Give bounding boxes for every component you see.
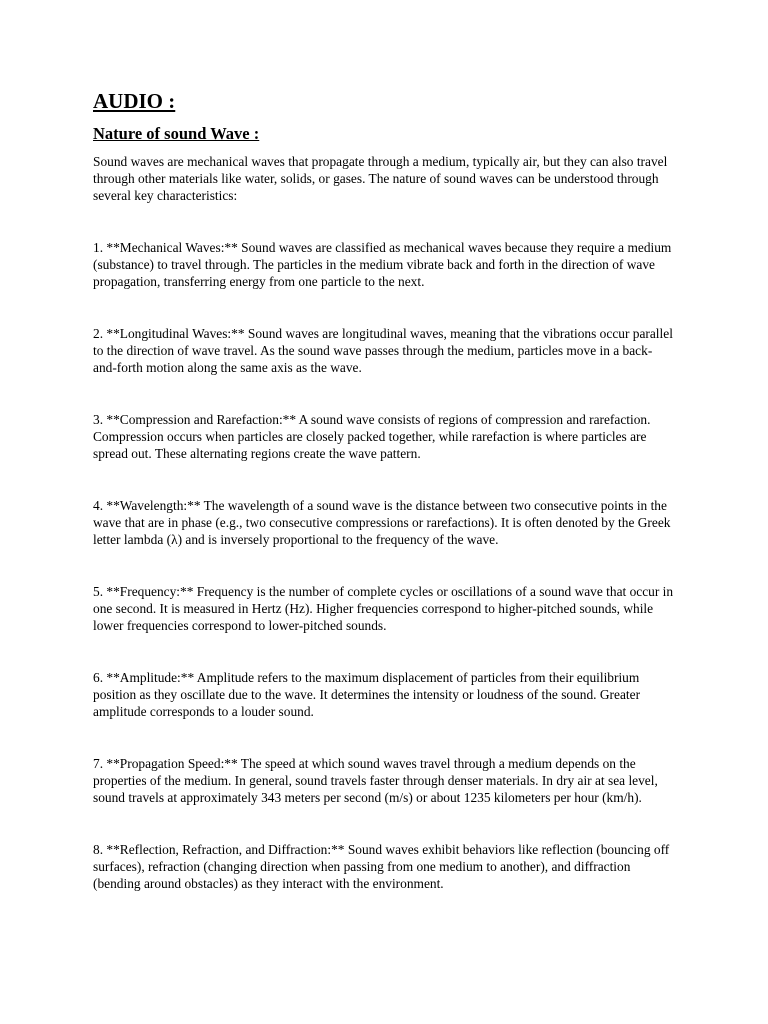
list-item-frequency: 5. **Frequency:** Frequency is the number of complete cycles or oscillations of a sound wave that occur in one second. It is measured in Hertz (Hz). Higher frequencies correspond to higher-pitched sounds, while lower frequencies correspond to lower-pitched sounds. [93,584,674,633]
list-item-propagation-speed: 7. **Propagation Speed:** The speed at which sound waves travel through a medium depends on the properties of the medium. In general, sound travels faster through denser materials. In dry air at sea level, sound travels at approximately 343 meters per second (m/s) or about 1235 kilometers per hour (km/h). [93,756,658,805]
list-item-mechanical-waves: 1. **Mechanical Waves:** Sound waves are classified as mechanical waves because they require a medium (substance) to travel through. The particles in the medium vibrate back and forth in the direction of wave propagation, transferring energy from one particle to the next. [93,240,672,289]
list-item-compression-rarefaction: 3. **Compression and Rarefaction:** A sound wave consists of regions of compression and rarefaction. Compression occurs when particles are closely packed together, while rarefaction is where particles are spread out. These alternating regions create the wave pattern. [93,412,651,461]
list-item-reflection-refraction-diffraction: 8. **Reflection, Refraction, and Diffraction:** Sound waves exhibit behaviors like reflection (bouncing off surfaces), refraction (changing direction when passing from one medium to another), and diffraction (bending around obstacles) as they interact with the environment. [93,842,670,891]
list-item-longitudinal-waves: 2. **Longitudinal Waves:** Sound waves are longitudinal waves, meaning that the vibrations occur parallel to the direction of wave travel. As the sound wave passes through the medium, particles move in a back-and-forth motion along the same axis as the wave. [93,326,673,375]
list-item-wavelength: 4. **Wavelength:** The wavelength of a sound wave is the distance between two consecutive points in the wave that are in phase (e.g., two consecutive compressions or rarefactions). It is often denoted by the Greek letter lambda (λ) and is inversely proportional to the frequency of the wave. [93,498,671,547]
section-heading: Nature of sound Wave : [93,124,260,143]
intro-paragraph: Sound waves are mechanical waves that propagate through a medium, typically air, but they can also travel through other materials like water, solids, or gases. The nature of sound waves can be understood through several key characteristics: [93,154,668,203]
document-title: AUDIO : [93,89,176,113]
document-page [93,88,675,892]
list-item-amplitude: 6. **Amplitude:** Amplitude refers to the maximum displacement of particles from their equilibrium position as they oscillate due to the wave. It determines the intensity or loudness of the sound. Greater amplitude corresponds to a louder sound. [93,670,641,719]
